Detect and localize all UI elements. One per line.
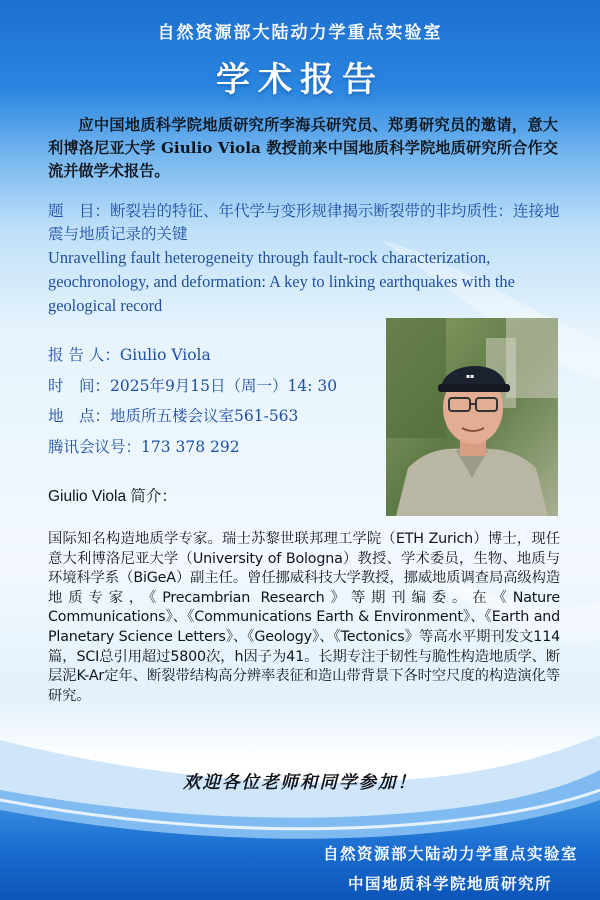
page-title: 学术报告 (216, 60, 384, 100)
topic-chinese: 题 目：断裂岩的特征、年代学与变形规律揭示断裂带的非均质性：连接地震与地质记录的关键 (48, 202, 560, 243)
footer-lab-name: 自然资源部大陆动力学重点实验室 (322, 844, 578, 863)
svg-text:▪▪: ▪▪ (466, 373, 475, 380)
bio-title: Giulio Viola 简介： (48, 488, 177, 505)
speaker-row: 报 告 人：Giulio Viola (48, 346, 211, 364)
topic-english: Unravelling fault heterogeneity through fault-rock characterization, geochronology, and deformation: A key to linking earthquakes with the geological record (48, 248, 515, 315)
talk-info (48, 340, 378, 462)
footer-institute-name: 中国地质科学院地质研究所 (347, 874, 552, 893)
place-row: 地 点：地质所五楼会议室561-563 (48, 407, 299, 425)
intro-paragraph: 应中国地质科学院地质研究所李海兵研究员、郑勇研究员的邀请，意大利博洛尼亚大学 Giulio Viola 教授前来中国地质科学院地质研究所合作交流并做学术报告。 (48, 116, 558, 180)
welcome-message: 欢迎各位老师和同学参加！ (183, 773, 417, 793)
lab-name-header: 自然资源部大陆动力学重点实验室 (157, 23, 443, 43)
bio-text: 国际知名构造地质学专家。瑞士苏黎世联邦理工学院（ETH Zurich）博士，现任意大利博洛尼亚大学（University of Bologna）教授、学术委员，生物、地质与环境科学系（BiGeA）副主任。曾任挪威科技大学教授，挪威地质调查局高级构造地质专家，《Precambrian Research》等期刊编委。在《Nature Communications》、《Communications Earth & Environment》、《Earth and Planetary Science Letters》、《Geology》、《Tectonics》等高水平期刊发文114篇，SCI总引用超过5800次，h因子为41。长期专注于韧性与脆性构造地质学、断层泥K-Ar定年、断裂带结构高分辨率表征和造山带背景下各时空尺度的构造演化等研究。 (48, 531, 560, 704)
meeting-id-row: 腾讯会议号：173 378 292 (48, 437, 240, 456)
topic-section (48, 200, 562, 318)
speaker-portrait (386, 318, 558, 516)
time-row: 时 间：2025年9月15日（周一）14: 30 (48, 376, 338, 395)
